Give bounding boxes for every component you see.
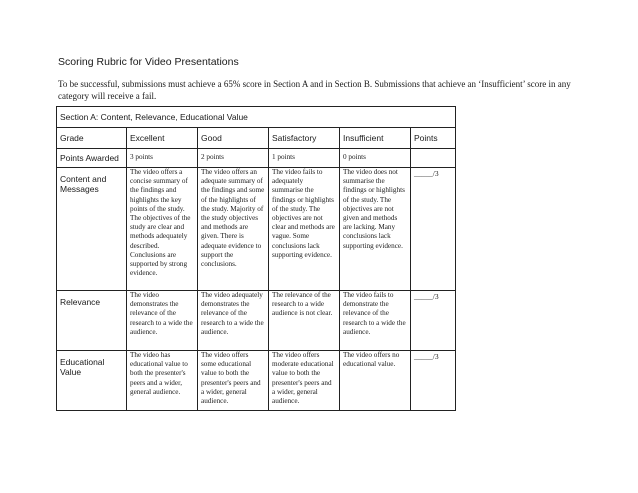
criteria-good: The video offers some educational value to both the presenter's peers and a wider, general audience. xyxy=(198,351,269,411)
criteria-excellent: The video offers a concise summary of the findings and highlights the key points of the study. The objectives of the study are clear and methods adequately described. Conclusions are supported by strong evidence. xyxy=(127,168,198,291)
column-header-good: Good xyxy=(198,128,269,149)
score-field[interactable]: _____/3 xyxy=(414,292,439,301)
points-excellent: 3 points xyxy=(127,149,198,168)
column-header-satisfactory: Satisfactory xyxy=(269,128,340,149)
criteria-insufficient: The video fails to demonstrate the relevance of the research to a wide the audience. xyxy=(340,291,411,351)
column-header-points: Points xyxy=(411,128,456,149)
criteria-excellent: The video has educational value to both the presenter's peers and a wider, general audience. xyxy=(127,351,198,411)
section-a-header-row xyxy=(57,107,456,128)
criteria-satisfactory: The relevance of the research to a wide audience is not clear. xyxy=(269,291,340,351)
points-awarded-label: Points Awarded xyxy=(57,149,127,168)
column-header-row xyxy=(57,128,456,149)
category-label: Content and Messages xyxy=(57,168,127,291)
points-empty-cell xyxy=(411,149,456,168)
score-cell[interactable] xyxy=(411,168,456,291)
rubric-table xyxy=(56,106,456,411)
points-awarded-row xyxy=(57,149,456,168)
table-row xyxy=(57,351,456,411)
category-label: Relevance xyxy=(57,291,127,351)
points-satisfactory: 1 points xyxy=(269,149,340,168)
section-a-title: Section A: Content, Relevance, Educational Value xyxy=(57,107,456,128)
page-title: Scoring Rubric for Video Presentations xyxy=(58,56,239,68)
points-insufficient: 0 points xyxy=(340,149,411,168)
column-header-insufficient: Insufficient xyxy=(340,128,411,149)
score-field[interactable]: _____/3 xyxy=(414,352,439,361)
column-header-excellent: Excellent xyxy=(127,128,198,149)
score-cell[interactable] xyxy=(411,291,456,351)
table-row xyxy=(57,291,456,351)
criteria-good: The video offers an adequate summary of the findings and some of the highlights of the study. Majority of the study objectives and methods are given. There is adequate evidence to support the conclusions. xyxy=(198,168,269,291)
score-field[interactable]: _____/3 xyxy=(414,169,439,178)
intro-paragraph: To be successful, submissions must achieve a 65% score in Section A and in Section B. Submissions that achieve an ‘Insufficient’ score in any category will receive a fail. xyxy=(58,79,571,101)
criteria-insufficient: The video does not summarise the findings or highlights of the study. The objectives are not given and methods are lacking. Many conclusions lack supporting evidence. xyxy=(340,168,411,291)
criteria-good: The video adequately demonstrates the relevance of the research to a wide the audience. xyxy=(198,291,269,351)
criteria-satisfactory: The video fails to adequately summarise the findings or highlights of the study. The objectives are not clear and methods are vague. Some conclusions lack supporting evidence. xyxy=(269,168,340,291)
table-row xyxy=(57,168,456,291)
points-good: 2 points xyxy=(198,149,269,168)
category-label: Educational Value xyxy=(57,351,127,411)
criteria-excellent: The video demonstrates the relevance of the research to a wide the audience. xyxy=(127,291,198,351)
score-cell[interactable] xyxy=(411,351,456,411)
criteria-insufficient: The video offers no educational value. xyxy=(340,351,411,411)
column-header-grade: Grade xyxy=(57,128,127,149)
criteria-satisfactory: The video offers moderate educational value to both the presenter's peers and a wider, general audience. xyxy=(269,351,340,411)
